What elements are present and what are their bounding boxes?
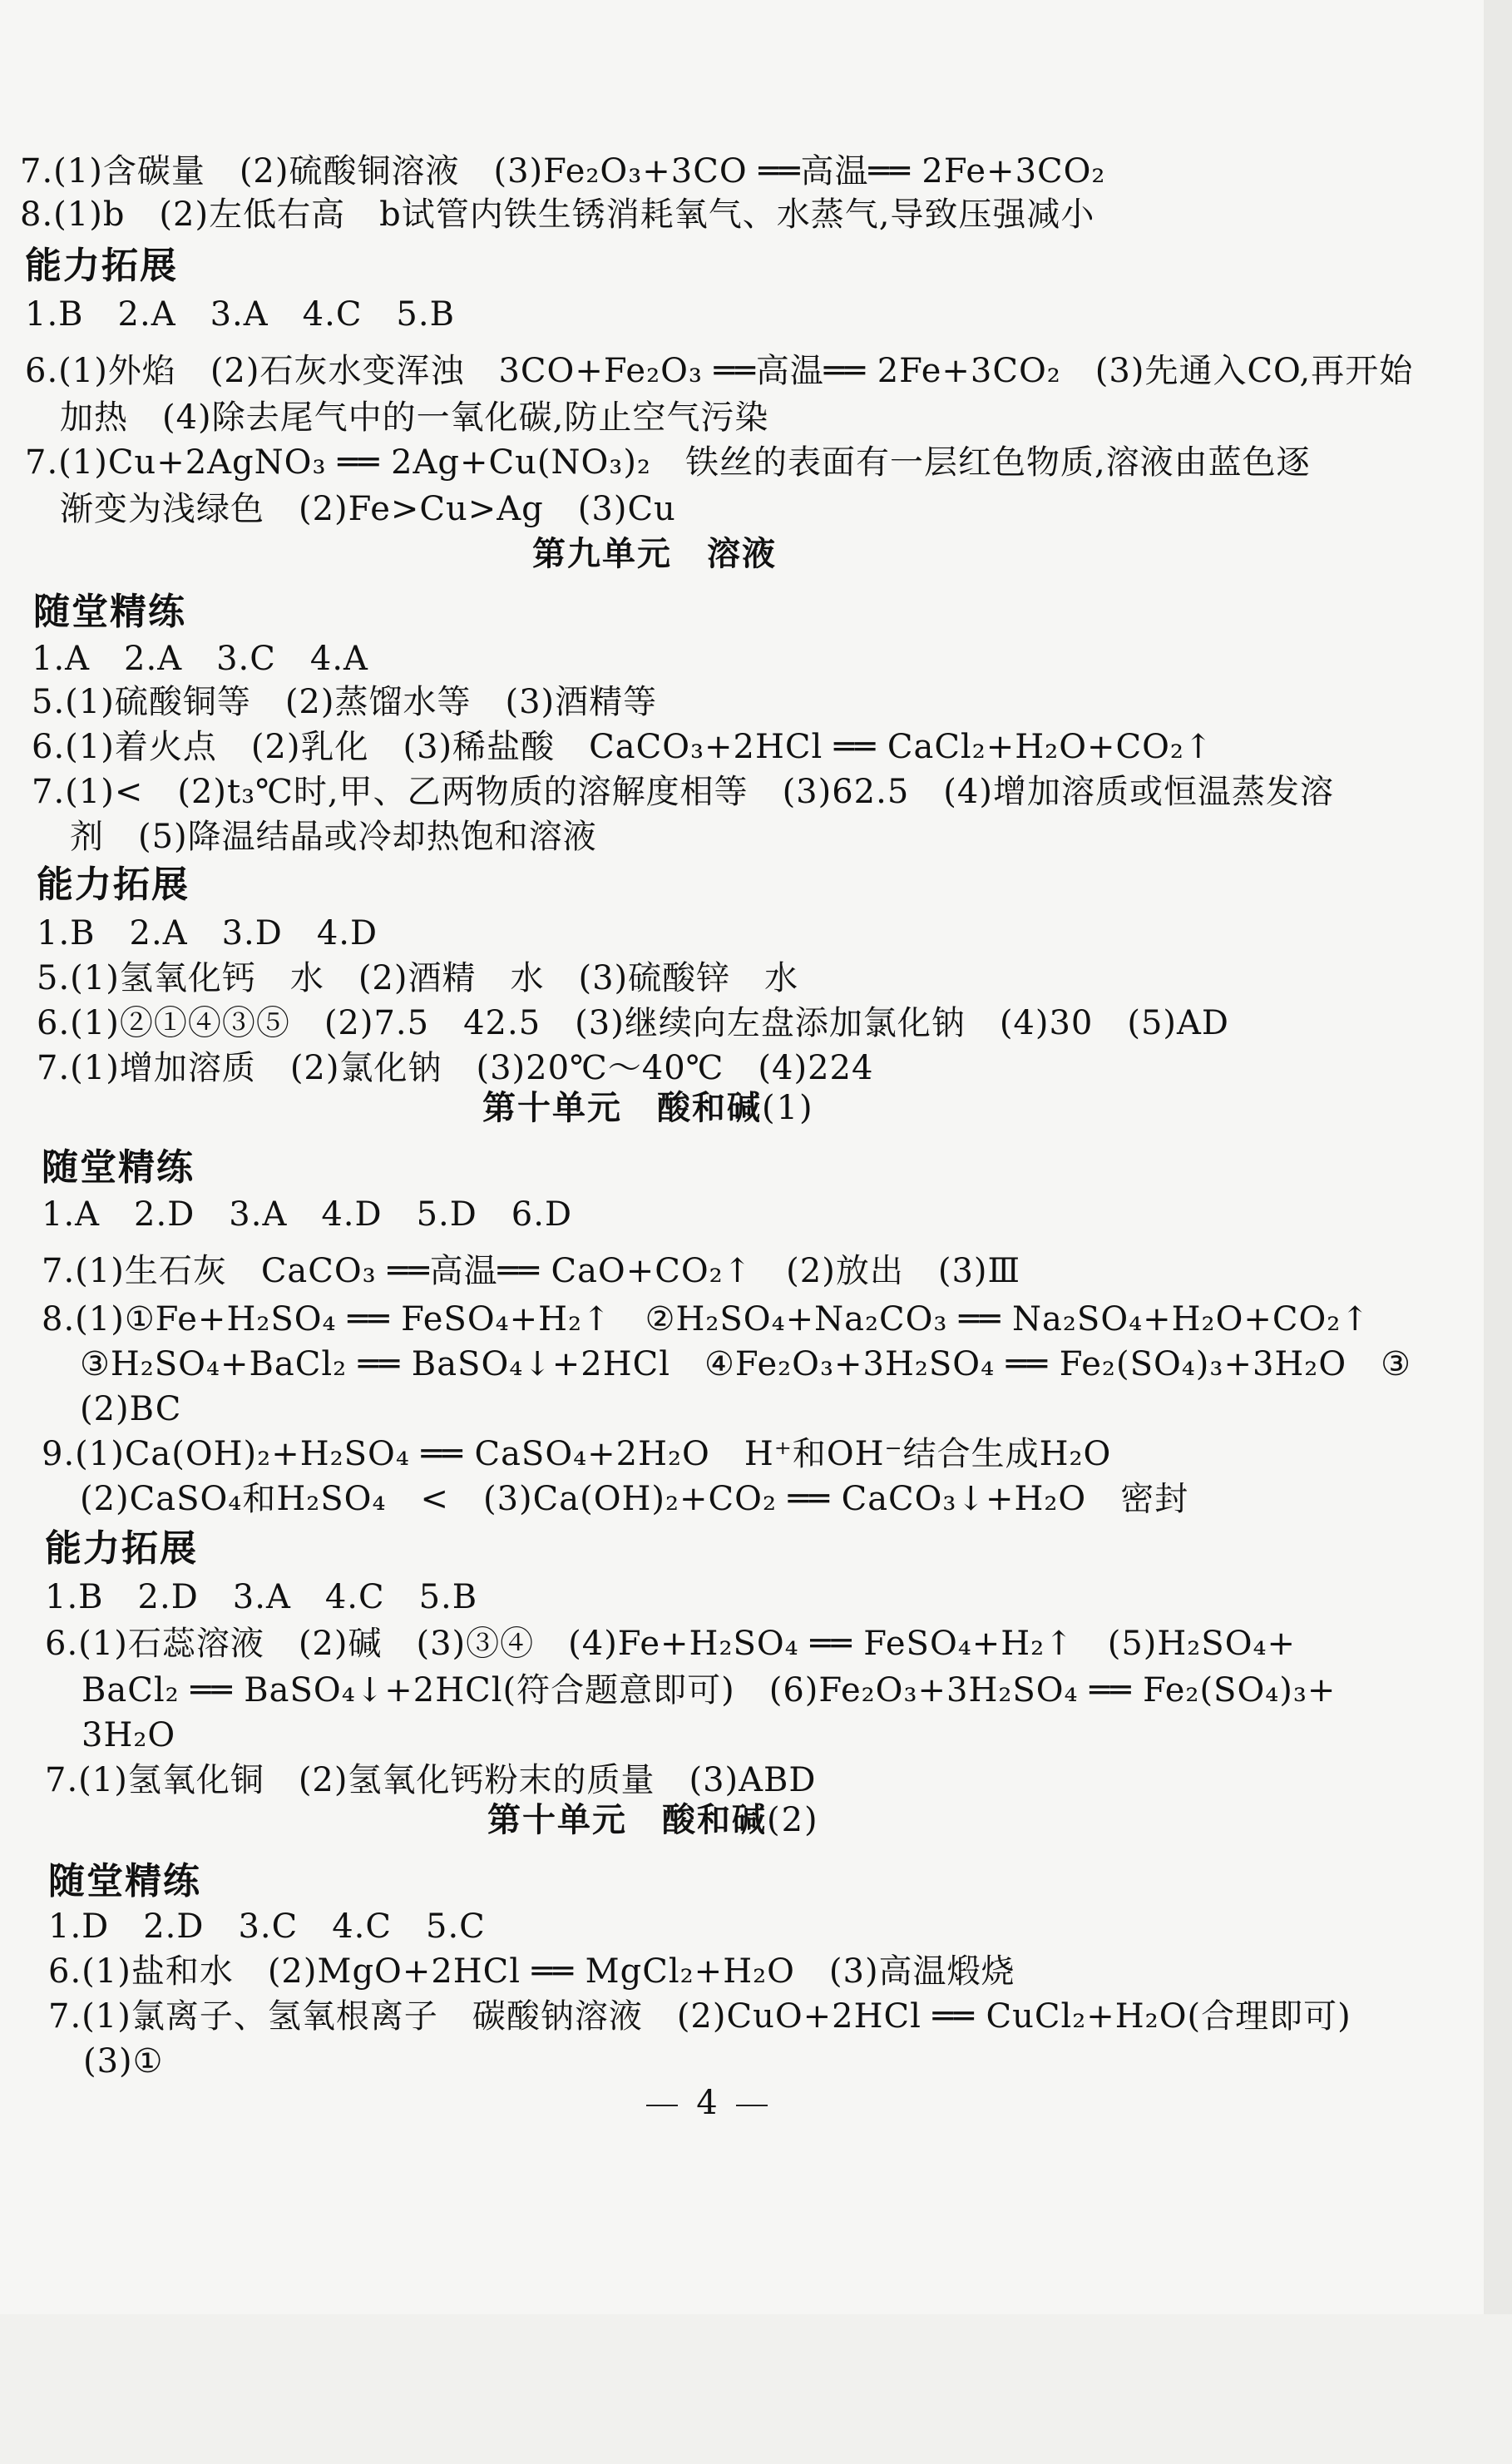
unit-title-main: 第十单元 酸和碱	[487, 1801, 767, 1839]
unit-title	[487, 1797, 819, 1843]
answer-line: 9.(1)Ca(OH)₂+H₂SO₄ ══ CaSO₄+2H₂O H⁺和OH⁻结合生成H₂O	[42, 1435, 1112, 1473]
section-heading: 随堂精练	[42, 1146, 195, 1189]
answer-line: 1.D 2.D 3.C 4.C 5.C	[48, 1907, 486, 1946]
answer-line: 1.B 2.A 3.D 4.D	[37, 914, 378, 952]
section-heading: 能力拓展	[45, 1527, 198, 1570]
answer-line: 1.B 2.D 3.A 4.C 5.B	[45, 1578, 478, 1616]
section-heading: 随堂精练	[48, 1860, 201, 1902]
answer-line: 1.A 2.D 3.A 4.D 5.D 6.D	[42, 1195, 573, 1234]
answer-line: 6.(1)②①④③⑤ (2)7.5 42.5 (3)继续向左盘添加氯化钠 (4)30 (5)AD	[37, 1004, 1229, 1042]
answer-line: 剂 (5)降温结晶或冷却热饱和溶液	[70, 818, 597, 856]
section-heading: 随堂精练	[33, 591, 186, 633]
answer-line: 8.(1)①Fe+H₂SO₄ ══ FeSO₄+H₂↑ ②H₂SO₄+Na₂CO₃ ══ Na₂SO₄+H₂O+CO₂↑	[42, 1300, 1370, 1338]
answer-line: 1.A 2.A 3.C 4.A	[32, 640, 368, 678]
answer-line: 5.(1)硫酸铜等 (2)蒸馏水等 (3)酒精等	[32, 683, 658, 721]
unit-title-main: 第十单元 酸和碱	[482, 1089, 762, 1127]
answer-line: 加热 (4)除去尾气中的一氧化碳,防止空气污染	[60, 398, 769, 437]
dash-right	[736, 2105, 768, 2106]
answer-line: 7.(1)氢氧化铜 (2)氢氧化钙粉末的质量 (3)ABD	[45, 1761, 817, 1799]
answer-line: 7.(1)生石灰 CaCO₃ ══高温══ CaO+CO₂↑ (2)放出 (3)Ⅲ	[42, 1252, 1021, 1290]
answer-line: 7.(1)Cu+2AgNO₃ ══ 2Ag+Cu(NO₃)₂ 铁丝的表面有一层红色物质,溶液由蓝色逐	[25, 443, 1311, 482]
scan-edge	[1484, 0, 1512, 2464]
answer-line: (2)BC	[80, 1390, 182, 1428]
answer-line: 3H₂O	[82, 1716, 176, 1754]
dash-left	[646, 2105, 678, 2106]
page-number-text: 4	[696, 2084, 718, 2122]
unit-title	[482, 1085, 814, 1131]
answer-line: 6.(1)着火点 (2)乳化 (3)稀盐酸 CaCO₃+2HCl ══ CaCl₂+H₂O+CO₂↑	[32, 728, 1213, 766]
answer-line: (3)①	[83, 2042, 164, 2081]
answer-line: 1.B 2.A 3.A 4.C 5.B	[25, 295, 455, 334]
section-heading: 能力拓展	[25, 245, 178, 287]
answer-line: 6.(1)外焰 (2)石灰水变浑浊 3CO+Fe₂O₃ ══高温══ 2Fe+3CO₂ (3)先通入CO,再开始	[25, 352, 1414, 390]
answer-line: 6.(1)石蕊溶液 (2)碱 (3)③④ (4)Fe+H₂SO₄ ══ FeSO₄+H₂↑ (5)H₂SO₄+	[45, 1625, 1297, 1663]
scan-margin	[0, 2314, 1512, 2464]
answer-line: 7.(1)含碳量 (2)硫酸铜溶液 (3)Fe₂O₃+3CO ══高温══ 2Fe+3CO₂	[20, 152, 1106, 190]
answer-line: 7.(1)增加溶质 (2)氯化钠 (3)20℃～40℃ (4)224	[37, 1049, 874, 1087]
answer-line: 7.(1)< (2)t₃℃时,甲、乙两物质的溶解度相等 (3)62.5 (4)增加溶质或恒温蒸发溶	[32, 773, 1334, 811]
answer-line: 7.(1)氯离子、氢氧根离子 碳酸钠溶液 (2)CuO+2HCl ══ CuCl₂+H₂O(合理即可)	[48, 1997, 1351, 2036]
answer-line: BaCl₂ ══ BaSO₄↓+2HCl(符合题意即可) (6)Fe₂O₃+3H₂SO₄ ══ Fe₂(SO₄)₃+	[82, 1671, 1337, 1709]
answer-line: 5.(1)氢氧化钙 水 (2)酒精 水 (3)硫酸锌 水	[37, 959, 799, 997]
answer-line: 6.(1)盐和水 (2)MgO+2HCl ══ MgCl₂+H₂O (3)高温煅烧	[48, 1952, 1015, 1991]
section-heading: 能力拓展	[37, 863, 190, 906]
answer-line: ③H₂SO₄+BaCl₂ ══ BaSO₄↓+2HCl ④Fe₂O₃+3H₂SO₄ ══ Fe₂(SO₄)₃+3H₂O ③	[80, 1345, 1411, 1383]
page-number	[0, 2084, 1414, 2122]
unit-title: 第九单元 溶液	[532, 535, 777, 573]
answer-line: 8.(1)b (2)左低右高 b试管内铁生锈消耗氧气、水蒸气,导致压强减小	[20, 195, 1095, 234]
unit-title-part: (1)	[762, 1089, 814, 1127]
unit-title-part: (2)	[767, 1801, 819, 1839]
answer-line: 渐变为浅绿色 (2)Fe>Cu>Ag (3)Cu	[60, 490, 676, 528]
answer-line: (2)CaSO₄和H₂SO₄ < (3)Ca(OH)₂+CO₂ ══ CaCO₃↓+H₂O 密封	[80, 1480, 1189, 1518]
